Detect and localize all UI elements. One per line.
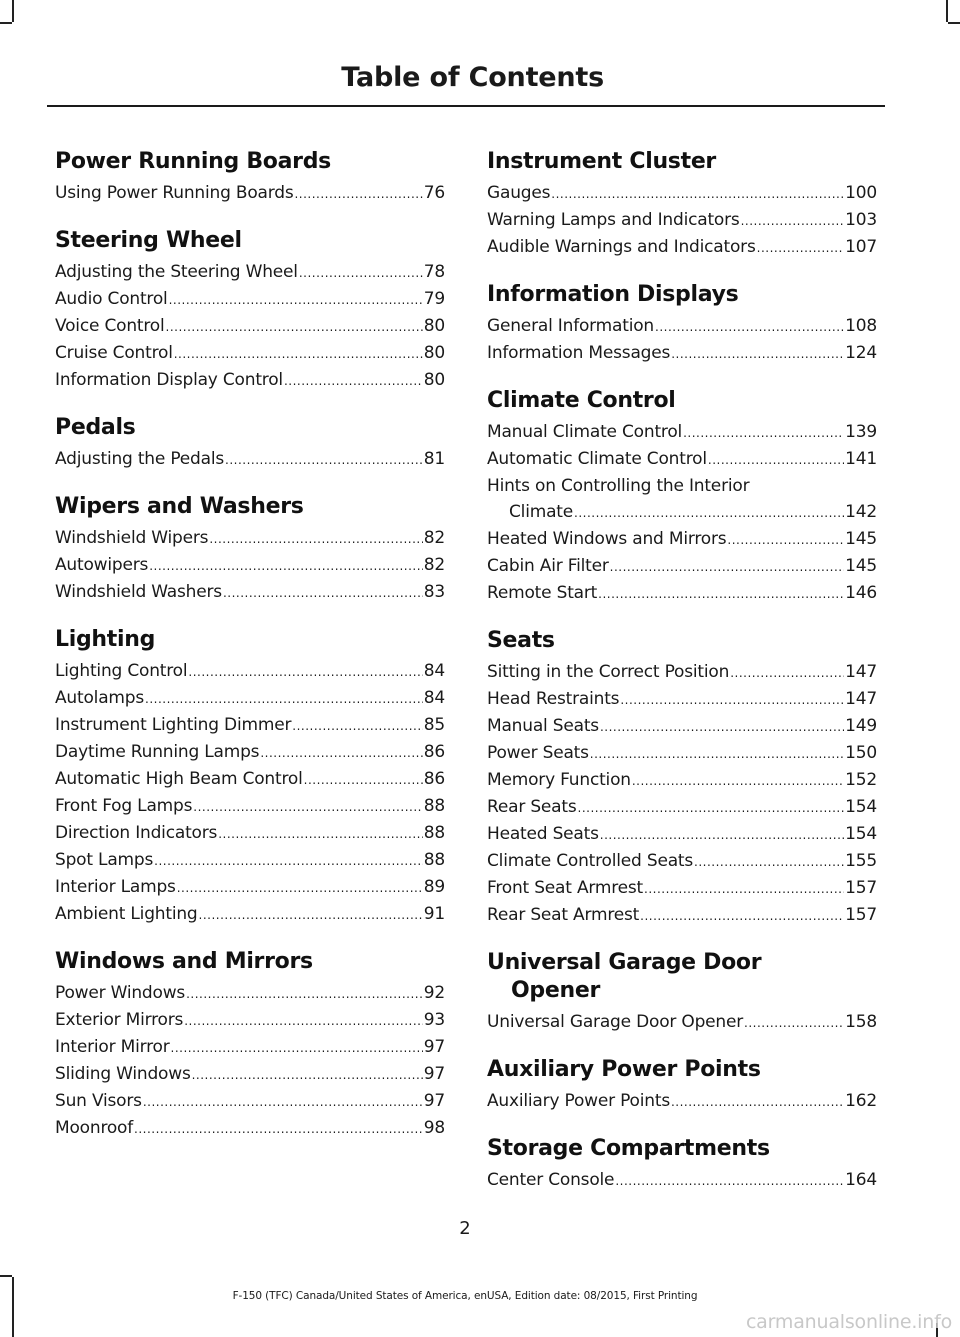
toc-entry-page: 108: [845, 316, 877, 336]
toc-entry-page: 150: [845, 743, 877, 763]
toc-entry-label-continued: [487, 499, 877, 526]
toc-entry-label: Voice Control: [55, 316, 165, 336]
section-heading-text: Pedals: [55, 415, 136, 440]
toc-entry[interactable]: [55, 1007, 445, 1034]
dot-leader: [727, 527, 844, 553]
dot-leader: [644, 876, 844, 902]
toc-entry-page: 83: [423, 582, 445, 602]
toc-entry-page: 85: [423, 715, 445, 735]
toc-entry-page: 80: [423, 343, 445, 363]
toc-entry-page: 152: [845, 770, 877, 790]
toc-entry[interactable]: [55, 1061, 445, 1088]
toc-entry-label: Adjusting the Pedals: [55, 449, 225, 469]
toc-section-power-running-boards: [55, 148, 445, 207]
section-heading: [487, 949, 877, 1005]
crop-mark: [0, 22, 12, 24]
toc-entry-label: Adjusting the Steering Wheel: [55, 262, 298, 282]
toc-entry[interactable]: [55, 874, 445, 901]
dot-leader: [225, 447, 423, 473]
section-heading: [487, 1056, 877, 1084]
toc-entry-label: Spot Lamps: [55, 850, 154, 870]
toc-section-information-displays: [487, 281, 877, 367]
header-divider: [47, 105, 885, 107]
toc-entry[interactable]: [487, 340, 877, 367]
dot-leader: [284, 368, 423, 394]
dot-leader: [655, 314, 844, 340]
toc-entry-label: Manual Climate Control: [487, 422, 683, 442]
toc-entry[interactable]: [55, 286, 445, 313]
dot-leader: [632, 768, 844, 794]
toc-entry-page: 141: [845, 449, 877, 469]
dot-leader: [598, 581, 844, 607]
dot-leader: [177, 875, 423, 901]
crop-mark: [946, 0, 948, 22]
toc-entry-label: Hints on Controlling the Interior: [487, 476, 750, 496]
toc-entry-page: 162: [845, 1091, 877, 1111]
section-heading: [487, 627, 877, 655]
toc-entry-label: Rear Seats: [487, 797, 577, 817]
toc-section-windows-and-mirrors: [55, 948, 445, 1142]
page-title: Table of Contents: [341, 62, 604, 93]
toc-section-climate-control: [487, 387, 877, 607]
toc-entry-page: 145: [845, 529, 877, 549]
toc-entry-page: 97: [423, 1064, 445, 1084]
toc-section-wipers-and-washers: [55, 493, 445, 606]
dot-leader: [708, 447, 844, 473]
toc-entry[interactable]: [55, 658, 445, 685]
dot-leader: [184, 1008, 423, 1034]
toc-entry[interactable]: [487, 902, 877, 929]
toc-entry[interactable]: [55, 685, 445, 712]
dot-leader: [757, 235, 845, 261]
dot-leader: [223, 580, 423, 606]
page-number: 2: [459, 1218, 471, 1239]
toc-entry[interactable]: [487, 580, 877, 607]
toc-entry-label: Remote Start: [487, 583, 598, 603]
toc-entry[interactable]: [487, 821, 877, 848]
toc-section-pedals: [55, 414, 445, 473]
toc-entry[interactable]: [487, 313, 877, 340]
toc-entry-page: 124: [845, 343, 877, 363]
dot-leader: [166, 314, 423, 340]
section-heading: [55, 148, 445, 176]
toc-entry[interactable]: [487, 234, 877, 261]
toc-entry-label: Heated Seats: [487, 824, 599, 844]
toc-section-storage-compartments: [487, 1135, 877, 1194]
section-heading: [55, 227, 445, 255]
dot-leader: [578, 795, 845, 821]
toc-entry-page: 80: [423, 370, 445, 390]
dot-leader: [615, 1168, 844, 1194]
toc-entry-label: Power Windows: [55, 983, 186, 1003]
toc-entry-page: 100: [845, 183, 877, 203]
toc-entry[interactable]: [487, 767, 877, 794]
dot-leader: [143, 1089, 423, 1115]
dot-leader: [292, 713, 423, 739]
toc-entry-page: 147: [845, 662, 877, 682]
toc-entry-label: Front Seat Armrest: [487, 878, 644, 898]
toc-entry[interactable]: [55, 1034, 445, 1061]
dot-leader: [744, 1010, 844, 1036]
toc-right-column: [487, 148, 877, 1214]
dot-leader: [600, 822, 844, 848]
dot-leader: [134, 1116, 423, 1142]
dot-leader: [640, 903, 844, 929]
toc-entry-label: Heated Windows and Mirrors: [487, 529, 727, 549]
section-heading-text: Auxiliary Power Points: [487, 1057, 761, 1082]
toc-entry[interactable]: [487, 1088, 877, 1115]
crop-mark: [12, 1277, 14, 1337]
toc-entry[interactable]: [487, 446, 877, 473]
toc-entry-page: 91: [423, 904, 445, 924]
dot-leader: [304, 767, 423, 793]
toc-entry-label: Gauges: [487, 183, 551, 203]
toc-entry-label: Memory Function: [487, 770, 631, 790]
toc-entry[interactable]: [55, 1115, 445, 1142]
toc-entry-label: Instrument Lighting Dimmer: [55, 715, 292, 735]
toc-entry-label: Direction Indicators: [55, 823, 218, 843]
toc-entry-label: Rear Seat Armrest: [487, 905, 640, 925]
toc-entry[interactable]: [487, 659, 877, 686]
watermark: carmanualsonline.info: [745, 1311, 952, 1333]
section-heading-text: Windows and Mirrors: [55, 949, 313, 974]
toc-entry[interactable]: [487, 875, 877, 902]
toc-entry[interactable]: [487, 553, 877, 580]
toc-entry-page: 82: [423, 555, 445, 575]
toc-entry-page: 93: [423, 1010, 445, 1030]
dot-leader: [620, 687, 844, 713]
toc-entry-page: 92: [423, 983, 445, 1003]
section-heading: [487, 281, 877, 309]
toc-section-lighting: [55, 626, 445, 928]
toc-entry-label: Audible Warnings and Indicators: [487, 237, 756, 257]
section-heading-text: Information Displays: [487, 282, 739, 307]
toc-entry[interactable]: [487, 794, 877, 821]
toc-section-universal-garage-door-opener: [487, 949, 877, 1036]
toc-entry-label: Climate Controlled Seats: [487, 851, 694, 871]
toc-entry-label: Interior Lamps: [55, 877, 176, 897]
toc-entry-page: 86: [423, 769, 445, 789]
dot-leader: [209, 526, 422, 552]
toc-entry[interactable]: [55, 367, 445, 394]
toc-entry-page: 88: [423, 796, 445, 816]
toc-entry-label: Sun Visors: [55, 1091, 142, 1111]
footer-edition-info: F-150 (TFC) Canada/United States of America, enUSA, Edition date: 08/2015, First Printing: [232, 1290, 698, 1302]
toc-left-column: [55, 148, 445, 1162]
section-heading: [487, 148, 877, 176]
toc-entry-label: Universal Garage Door Opener: [487, 1012, 744, 1032]
toc-entry-page: 82: [423, 528, 445, 548]
dot-leader: [694, 849, 844, 875]
toc-entry-label: Auxiliary Power Points: [487, 1091, 670, 1111]
toc-entry-label: Warning Lamps and Indicators: [487, 210, 740, 230]
toc-entry[interactable]: [55, 552, 445, 579]
toc-entry[interactable]: [487, 473, 877, 526]
crop-mark: [948, 22, 960, 24]
toc-entry-page: 145: [845, 556, 877, 576]
section-heading: [487, 1135, 877, 1163]
toc-entry[interactable]: [55, 1088, 445, 1115]
toc-entry[interactable]: [487, 1167, 877, 1194]
crop-mark: [0, 1275, 12, 1277]
toc-entry-label: Sliding Windows: [55, 1064, 191, 1084]
dot-leader: [154, 848, 423, 874]
toc-entry-label: Lighting Control: [55, 661, 188, 681]
toc-entry-page: 97: [423, 1091, 445, 1111]
section-heading-text: Universal Garage Door: [487, 950, 762, 975]
toc-entry-page: 164: [845, 1170, 877, 1190]
toc-entry[interactable]: [55, 525, 445, 552]
toc-entry-page: 89: [423, 877, 445, 897]
dot-leader: [610, 554, 845, 580]
toc-entry-label: Daytime Running Lamps: [55, 742, 260, 762]
section-heading: [55, 414, 445, 442]
toc-entry-page: 80: [423, 316, 445, 336]
toc-entry[interactable]: [55, 340, 445, 367]
toc-entry-label: Center Console: [487, 1170, 615, 1190]
toc-entry-page: 88: [423, 850, 445, 870]
dot-leader: [186, 981, 423, 1007]
toc-entry[interactable]: [55, 712, 445, 739]
toc-entry-label: Cruise Control: [55, 343, 173, 363]
toc-entry-label: Sitting in the Correct Position: [487, 662, 730, 682]
section-heading-text: Instrument Cluster: [487, 149, 716, 174]
toc-entry-page: 103: [845, 210, 877, 230]
section-heading-text: Climate Control: [487, 388, 676, 413]
dot-leader: [218, 821, 423, 847]
toc-entry-page: 84: [423, 688, 445, 708]
dot-leader: [171, 1035, 423, 1061]
toc-entry[interactable]: [55, 739, 445, 766]
dot-leader: [299, 260, 423, 286]
toc-entry-label: Automatic High Beam Control: [55, 769, 303, 789]
toc-entry-page: 84: [423, 661, 445, 681]
toc-section-steering-wheel: [55, 227, 445, 394]
dot-leader: [600, 714, 844, 740]
section-heading: [55, 493, 445, 521]
dot-leader: [671, 1089, 844, 1115]
dot-leader: [294, 181, 422, 207]
toc-entry[interactable]: [487, 419, 877, 446]
section-heading-text: Wipers and Washers: [55, 494, 304, 519]
toc-entry[interactable]: [487, 848, 877, 875]
toc-entry-label: Autolamps: [55, 688, 145, 708]
toc-entry[interactable]: [487, 713, 877, 740]
dot-leader: [145, 686, 423, 712]
section-heading-text: Power Running Boards: [55, 149, 331, 174]
toc-entry-label: Moonroof: [55, 1118, 134, 1138]
toc-entry[interactable]: [487, 526, 877, 553]
toc-entry-page: 86: [423, 742, 445, 762]
toc-entry[interactable]: [55, 446, 445, 473]
toc-entry-page: 158: [845, 1012, 877, 1032]
toc-entry-page: 107: [845, 237, 877, 257]
section-heading-text: Steering Wheel: [55, 228, 242, 253]
toc-entry-page: 76: [423, 183, 445, 203]
toc-entry-page: 154: [845, 824, 877, 844]
toc-entry-label: Cabin Air Filter: [487, 556, 609, 576]
toc-entry-label: Head Restraints: [487, 689, 620, 709]
toc-entry-label: Power Seats: [487, 743, 589, 763]
toc-entry-label: Autowipers: [55, 555, 149, 575]
toc-entry-label: Interior Mirror: [55, 1037, 170, 1057]
toc-entry-page: 157: [845, 905, 877, 925]
toc-section-seats: [487, 627, 877, 929]
toc-entry-label: Information Messages: [487, 343, 671, 363]
toc-entry-page: 146: [845, 583, 877, 603]
section-heading-text-continued: Opener: [511, 978, 601, 1003]
toc-entry[interactable]: [55, 579, 445, 606]
toc-entry-label: Front Fog Lamps: [55, 796, 193, 816]
toc-entry[interactable]: [55, 793, 445, 820]
dot-leader: [671, 341, 844, 367]
toc-entry[interactable]: [55, 313, 445, 340]
toc-entry[interactable]: [487, 207, 877, 234]
dot-leader: [193, 794, 422, 820]
section-heading-text: Storage Compartments: [487, 1136, 770, 1161]
section-heading-text: Lighting: [55, 627, 156, 652]
dot-leader: [551, 181, 844, 207]
dot-leader: [192, 1062, 423, 1088]
toc-entry-label: General Information: [487, 316, 655, 336]
toc-entry-page: 154: [845, 797, 877, 817]
toc-entry-label: Windshield Washers: [55, 582, 222, 602]
dot-leader: [199, 902, 423, 928]
section-heading: [55, 948, 445, 976]
toc-entry[interactable]: [487, 180, 877, 207]
toc-entry-label: Manual Seats: [487, 716, 599, 736]
toc-section-auxiliary-power-points: [487, 1056, 877, 1115]
toc-entry[interactable]: [55, 766, 445, 793]
toc-entry-page: 97: [423, 1037, 445, 1057]
toc-entry-page: 98: [423, 1118, 445, 1138]
toc-entry[interactable]: [487, 1009, 877, 1036]
dot-leader: [188, 659, 422, 685]
toc-entry-label: Ambient Lighting: [55, 904, 198, 924]
toc-entry-label: Exterior Mirrors: [55, 1010, 184, 1030]
toc-entry-label: Information Display Control: [55, 370, 283, 390]
toc-entry-label: Audio Control: [55, 289, 168, 309]
toc-entry[interactable]: [487, 686, 877, 713]
dot-leader: [260, 740, 422, 766]
toc-entry-page: 149: [845, 716, 877, 736]
toc-entry[interactable]: [487, 740, 877, 767]
toc-entry-page: 79: [423, 289, 445, 309]
dot-leader: [149, 553, 423, 579]
toc-section-instrument-cluster: [487, 148, 877, 261]
toc-entry-page: 147: [845, 689, 877, 709]
toc-entry-label: Automatic Climate Control: [487, 449, 707, 469]
toc-entry-page: 155: [845, 851, 877, 871]
toc-entry-label-text: Climate: [509, 502, 574, 522]
dot-leader: [174, 341, 423, 367]
dot-leader: [590, 741, 844, 767]
toc-entry[interactable]: [55, 901, 445, 928]
toc-entry[interactable]: [55, 820, 445, 847]
dot-leader: [741, 208, 845, 234]
toc-entry-page: 157: [845, 878, 877, 898]
toc-entry[interactable]: [55, 259, 445, 286]
section-heading-text: Seats: [487, 628, 555, 653]
section-heading: [55, 626, 445, 654]
toc-entry-label: Windshield Wipers: [55, 528, 209, 548]
dot-leader: [683, 420, 844, 446]
crop-mark: [12, 0, 14, 22]
toc-entry-page: 81: [423, 449, 445, 469]
toc-entry-label: Using Power Running Boards: [55, 183, 294, 203]
toc-entry-page: 88: [423, 823, 445, 843]
toc-entry[interactable]: [55, 847, 445, 874]
toc-entry[interactable]: [55, 180, 445, 207]
dot-leader: [169, 287, 423, 313]
toc-entry[interactable]: [55, 980, 445, 1007]
section-heading: [487, 387, 877, 415]
dot-leader: [574, 500, 844, 526]
toc-entry-page: 142: [845, 502, 877, 522]
toc-entry-page: 139: [845, 422, 877, 442]
dot-leader: [730, 660, 844, 686]
toc-entry-page: 78: [423, 262, 445, 282]
